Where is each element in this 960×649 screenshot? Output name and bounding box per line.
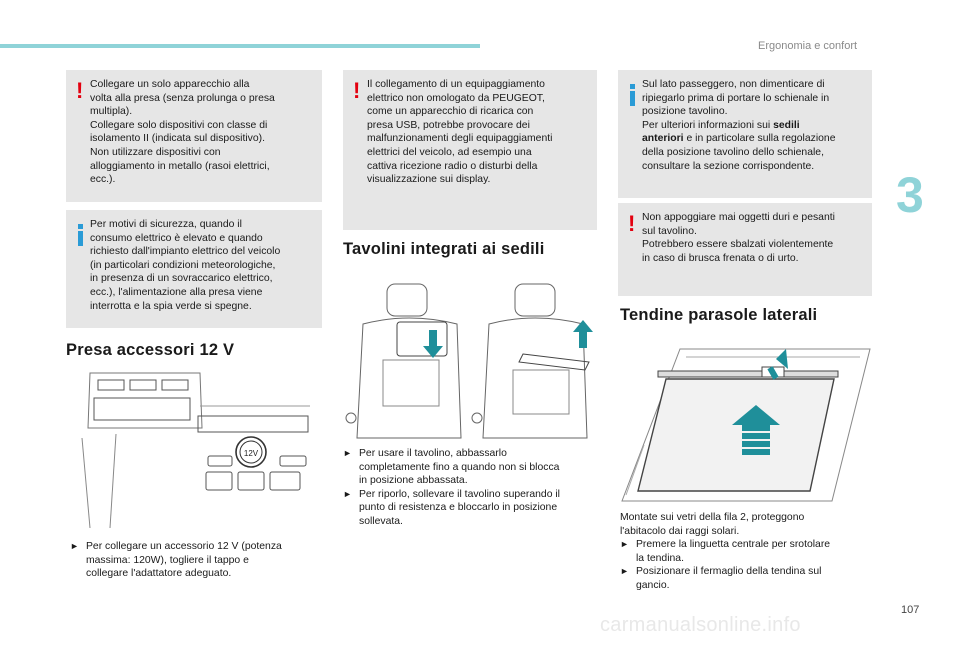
seat-tables-illustration	[343, 278, 593, 446]
sunshade-illustration	[620, 345, 874, 503]
heading-tavolini: Tavolini integrati ai sedili	[343, 240, 545, 258]
top-accent-bar	[0, 44, 480, 48]
info-text: Per motivi di sicurezza, quando il consumo elettrico è elevato e quando richiesto dall'impianto elettrico del veicolo (in particolari condizioni meteorologiche, in presenza di un sovraccarico elettrico, ecc.), l'alimentazione alla presa viene interrotta e la spia verde si spegne.	[90, 219, 281, 312]
warning-box-single-device	[66, 70, 322, 202]
warning-text: Non appoggiare mai oggetti duri e pesanti sul tavolino. Potrebbero essere sbalzati violentemente in caso di brusca frenata o di urto.	[642, 212, 835, 264]
table-instructions: ► Per usare il tavolino, abbassarlo completamente fino a quando non si blocca in posizione abbassata. ► Per riporlo, sollevare il tavolino superando il punto di resistenza e bloccarlo in posizione sollevata.	[343, 448, 560, 527]
sunshade-instructions: Montate sui vetri della fila 2, proteggono l'abitacolo dai raggi solari. ► Premere la linguetta centrale per srotolare la tendina. ► Posizionare il fermaglio della tendina sul gancio.	[620, 511, 880, 593]
info-text: Sul lato passeggero, non dimenticare di ripiegarlo prima di portare lo schienale in posizione tavolino. Per ulteriori informazioni sui sedili anteriori e in particolare sulla regolazione della posizione tavolino dello schienale, consultare la sezione corrispondente.	[642, 79, 836, 172]
socket-label: 12V	[243, 449, 259, 458]
sunshade-intro: Montate sui vetri della fila 2, proteggono l'abitacolo dai raggi solari.	[620, 512, 805, 537]
arrow-bullet-icon: ►	[620, 539, 629, 550]
arrow-bullet-icon: ►	[343, 488, 352, 499]
heading-tendine: Tendine parasole laterali	[620, 306, 818, 324]
exclamation-icon: !	[76, 78, 84, 103]
arrow-bullet-icon: ►	[620, 566, 629, 577]
center-console-illustration	[80, 368, 314, 528]
warning-text: Il collegamento di un equipaggiamento elettrico non omologato da PEUGEOT, come un apparecchio di ricarica con presa USB, potrebbe provocare dei malfunzionamenti degli equipaggiamenti elettrici del veicolo, ad esempio una cattiva ricezione radio o disturbi della visualizzazione sui display.	[367, 79, 553, 186]
heading-presa-accessori: Presa accessori 12 V	[66, 341, 235, 359]
info-box-safety-cutoff	[66, 210, 322, 328]
exclamation-icon: !	[628, 211, 636, 236]
socket-instructions: ► Per collegare un accessorio 12 V (potenza massima: 120W), togliere il tappo e collegare l'adattatore adeguato.	[70, 541, 282, 580]
info-icon	[630, 84, 635, 106]
info-icon	[78, 224, 83, 246]
info-box-passenger-side	[618, 70, 872, 198]
arrow-bullet-icon: ►	[343, 448, 352, 458]
warning-text: Collegare un solo apparecchio alla volta alla presa (senza prolunga o presa multipla). Collegare solo dispositivi con classe di isolamento II (indicata sul dispositivo). Non utilizzare dispositivi con alloggiamento in metallo (rasoi elettrici, ecc.).	[90, 79, 275, 186]
arrow-bullet-icon: ►	[70, 541, 79, 551]
watermark: carmanualsonline.info	[600, 614, 801, 636]
exclamation-icon: !	[353, 78, 361, 103]
section-title: Ergonomia e confort	[758, 40, 858, 52]
warning-box-heavy-objects	[618, 203, 872, 296]
chapter-number: 3	[896, 167, 924, 223]
page-number: 107	[901, 604, 920, 616]
warning-box-non-homologated	[343, 70, 597, 230]
